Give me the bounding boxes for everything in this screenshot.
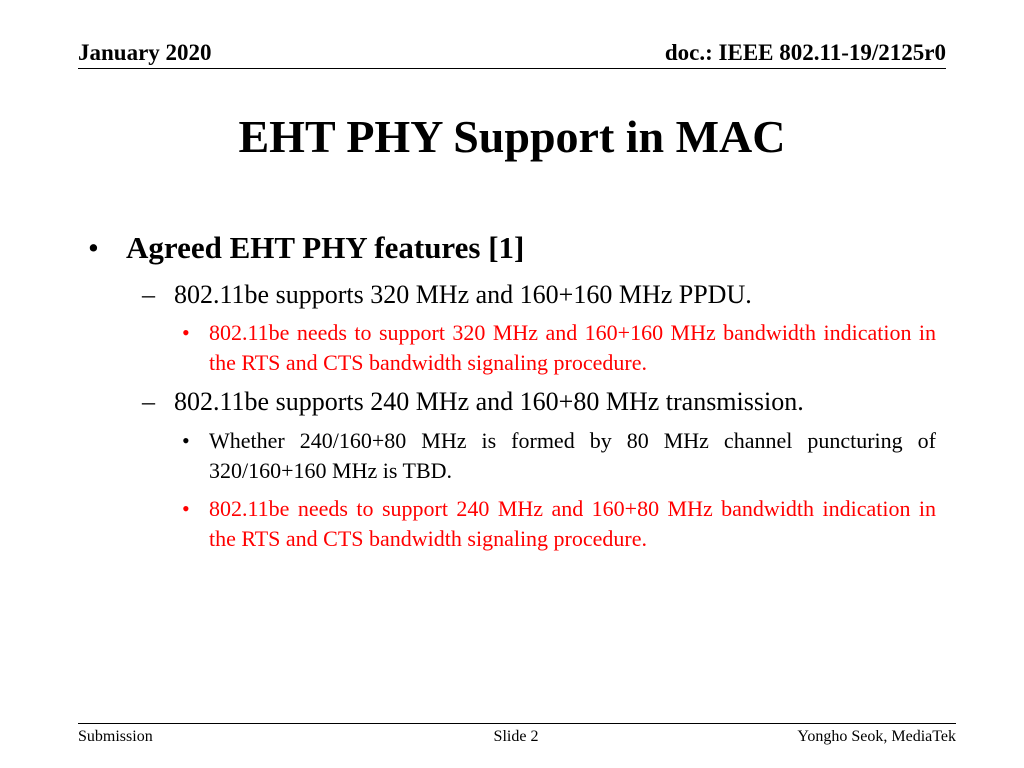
header-date: January 2020: [78, 40, 212, 65]
footer-author: Yongho Seok, MediaTek: [797, 728, 956, 745]
sub-sub-bullet-text: Whether 240/160+80 MHz is formed by 80 MHz channel puncturing of 320/160+160 MHz is TBD.: [209, 428, 936, 483]
header-doc-id: doc.: IEEE 802.11-19/2125r0: [664, 40, 946, 65]
sub-sub-bullet-320mhz-indication: [182, 318, 936, 378]
footer-submission: Submission: [78, 728, 153, 745]
sub-sub-bullet-text: 802.11be needs to support 240 MHz and 160+80 MHz bandwidth indication in the RTS and CTS bandwidth signaling procedure.: [209, 496, 936, 551]
sub-sub-bullet-puncturing: [182, 426, 936, 486]
bullet-text: Agreed EHT PHY features [1]: [126, 230, 525, 265]
sub-bullet-text: 802.11be supports 320 MHz and 160+160 MHz PPDU.: [174, 280, 752, 309]
footer-slide-number: Slide 2: [493, 728, 539, 745]
bullet-mark: •: [182, 320, 190, 345]
footer-divider: [78, 723, 956, 724]
sub-sub-bullet-240mhz-indication: [182, 494, 936, 554]
bullet-mark: •: [88, 230, 99, 265]
dash-mark: –: [142, 387, 155, 416]
sub-bullet-text: 802.11be supports 240 MHz and 160+80 MHz transmission.: [174, 387, 804, 416]
slide-title: EHT PHY Support in MAC: [238, 111, 786, 162]
dash-mark: –: [142, 280, 155, 309]
bullet-mark: •: [182, 496, 190, 521]
sub-sub-bullet-text: 802.11be needs to support 320 MHz and 160+160 MHz bandwidth indication in the RTS and CTS bandwidth signaling procedure.: [209, 320, 936, 375]
bullet-mark: •: [182, 428, 190, 453]
